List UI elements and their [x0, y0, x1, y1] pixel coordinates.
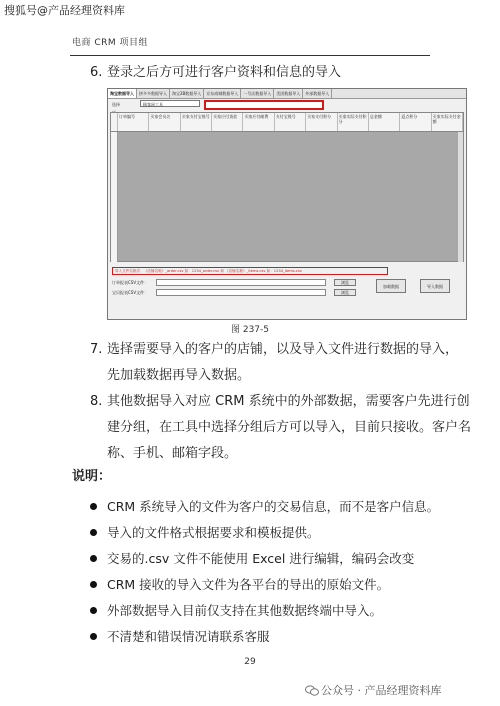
- note-item: [90, 572, 389, 598]
- load-data-button[interactable]: 加载数据: [376, 279, 406, 293]
- row-marker-column: [111, 132, 118, 262]
- column-header: 买家支付积分: [306, 113, 337, 131]
- note-item: [90, 520, 320, 546]
- import-tabs: [108, 89, 466, 99]
- column-header: 买家实际支付积分: [338, 113, 369, 131]
- column-header: 订单编号: [118, 113, 149, 131]
- note-text: 不清楚和错误情况请联系客服: [107, 629, 270, 644]
- column-header: 买家会员名: [149, 113, 180, 131]
- note-item: [90, 546, 414, 572]
- tab-external-import[interactable]: 外部数据导入: [303, 89, 332, 98]
- document-header: 电商 CRM 项目组: [72, 38, 149, 48]
- note-text: CRM 系统导入的文件为客户的交易信息，而不是客户信息。: [107, 499, 440, 514]
- shop-label: 选择: [112, 102, 120, 107]
- step-8: [90, 389, 470, 415]
- tab-jd-import[interactable]: 京东商城数据导入: [204, 89, 241, 98]
- step-8-line-3: 称、手机、邮箱字段。: [107, 446, 238, 461]
- note-text: 导入的文件格式根据要求和模板提供。: [107, 525, 320, 540]
- item-file-label: 宝贝报表CSV文件：: [112, 290, 149, 295]
- step-7-line-1: 选择需要导入的客户的店铺，以及导入文件进行数据的导入，: [107, 342, 459, 357]
- order-file-input[interactable]: [156, 279, 326, 286]
- tab-meituan-import[interactable]: 美团数据导入: [274, 89, 303, 98]
- tab-taobao-2b-import[interactable]: 淘宝2B数据导入: [170, 89, 204, 98]
- bullet-dot-icon: [90, 503, 97, 510]
- column-header: 返点积分: [400, 113, 431, 131]
- step-8-line-1: 其他数据导入对应 CRM 系统中的外部数据，需要客户先进行创: [107, 394, 470, 409]
- column-header: 买家实际支付金额: [432, 113, 463, 131]
- bullet-dot-icon: [90, 607, 97, 614]
- step-6-number: 6.: [90, 65, 103, 80]
- import-data-button[interactable]: 导入数据: [420, 279, 450, 293]
- watermark-bottom-text: 公众号 · 产品经理资料库: [321, 684, 442, 697]
- item-browse-button[interactable]: 浏览: [334, 289, 356, 296]
- shop-select[interactable]: 顾客网工具: [140, 100, 200, 107]
- notes-title: 说明：: [72, 469, 112, 484]
- import-tool-screenshot: [107, 88, 467, 320]
- column-header: 买家支付宝账号: [181, 113, 212, 131]
- step-7-line-2: 先加载数据再导入数据。: [107, 368, 251, 383]
- header-divider: [70, 55, 430, 56]
- item-file-input[interactable]: [156, 289, 326, 296]
- order-browse-button[interactable]: 浏览: [334, 279, 356, 286]
- grid-scrollbar[interactable]: [458, 132, 463, 262]
- column-header: 总金额: [369, 113, 400, 131]
- step-7: [90, 337, 458, 363]
- column-header: 支付宝账号: [275, 113, 306, 131]
- watermark-top: 搜狐号@产品经理资料库: [4, 4, 125, 17]
- tab-taobao-import[interactable]: 淘宝数据导入: [108, 89, 137, 98]
- note-text: 交易的.csv 文件不能使用 Excel 进行编辑，编码会改变: [107, 551, 415, 566]
- note-text: CRM 接收的导入文件为各平台的导出的原始文件。: [107, 577, 390, 592]
- note-text: 外部数据导入目前仅支持在其他数据终端中导入。: [107, 603, 383, 618]
- step-8-line-2: 建分组，在工具中选择分组后方可以导入，目前只接收。客户名: [107, 420, 472, 435]
- figure-caption: 图 237-5: [230, 325, 269, 335]
- step-7-number: 7.: [90, 342, 103, 357]
- column-header: 买家应付邮费: [243, 113, 274, 131]
- tab-pinduoduo-import[interactable]: 拼多多数据导入: [137, 89, 170, 98]
- grid-select-column: [111, 113, 118, 131]
- grid-body: [111, 132, 463, 262]
- wechat-icon: [305, 685, 319, 696]
- order-data-grid: [110, 112, 464, 262]
- step-6: [90, 60, 341, 86]
- watermark-bottom: [305, 682, 442, 698]
- order-file-label: 订单报表CSV文件：: [112, 280, 149, 285]
- tab-yhd-import[interactable]: 一号店数据导入: [241, 89, 274, 98]
- note-item: [90, 624, 270, 650]
- bullet-dot-icon: [90, 581, 97, 588]
- note-item: [90, 598, 382, 624]
- note-item: [90, 494, 439, 520]
- bullet-dot-icon: [90, 633, 97, 640]
- column-header: 买家应付货款: [212, 113, 243, 131]
- step-8-number: 8.: [90, 394, 103, 409]
- step-6-text: 登录之后方可进行客户资料和信息的导入: [107, 65, 342, 80]
- bullet-dot-icon: [90, 529, 97, 536]
- highlighted-input-box[interactable]: [204, 100, 324, 110]
- page-number: 29: [244, 657, 256, 667]
- bullet-dot-icon: [90, 555, 97, 562]
- file-name-format-hint: 导入文件名格式：《店铺名称》_order.csv 如：1234_order.csv 和 《店铺名称》_items.csv 如：1234_items.csv: [112, 267, 388, 275]
- grid-header: [111, 113, 463, 132]
